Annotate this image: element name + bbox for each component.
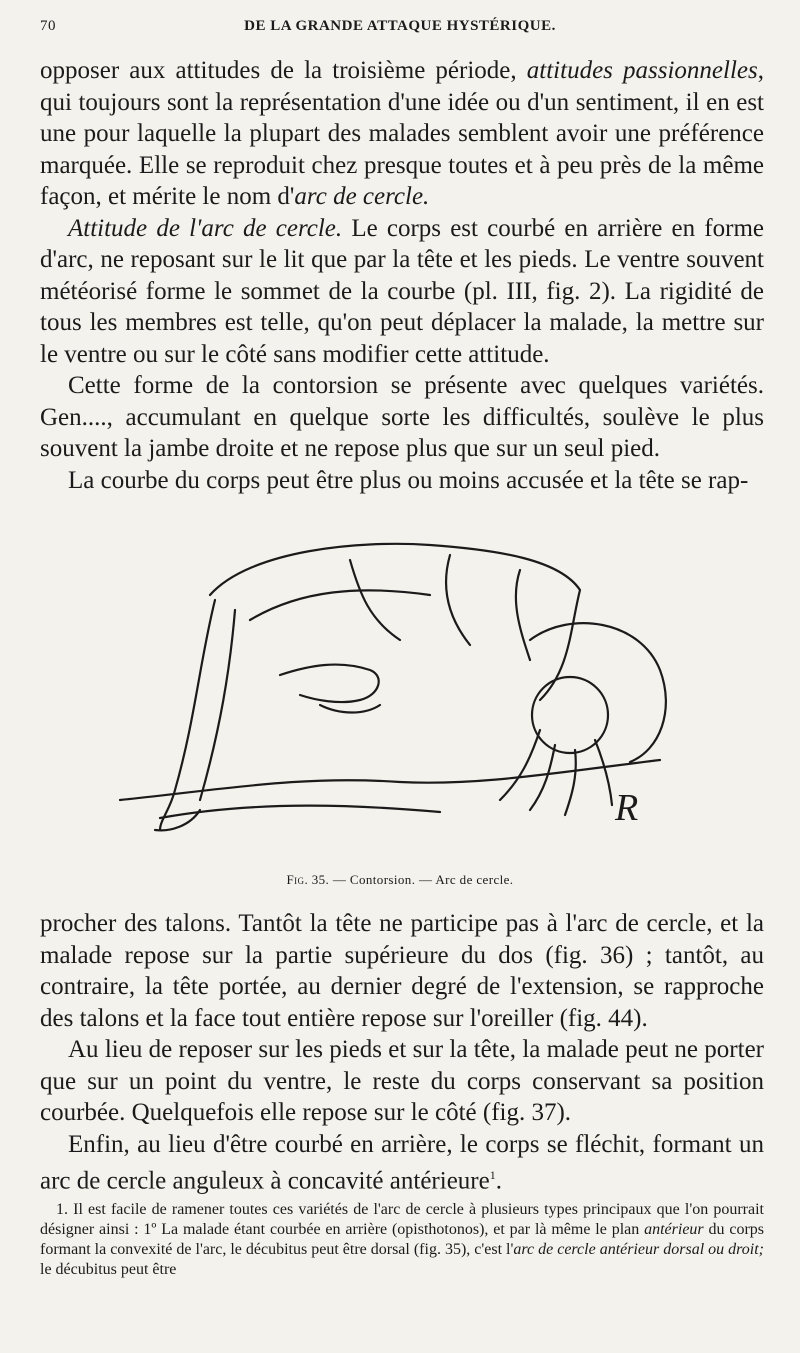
footnote-marker: 1 — [489, 1168, 496, 1182]
paragraph-1: opposer aux attitudes de la troisième période, attitudes passionnelles, qui toujours sont la représentation d'une idée ou d'un sentiment, il en est une pour laquelle la plupart des malades semblent avoir une préférence marquée. Elle se reproduit chez presque toutes et à peu près de la même façon, et mérite le nom d'arc de cercle. — [40, 57, 764, 210]
running-title: DE LA GRANDE ATTAQUE HYSTÉRIQUE. — [244, 18, 556, 34]
paragraph-4: La courbe du corps peut être plus ou moins accusée et la tête se rap- — [68, 466, 749, 494]
caption-text: — Contorsion. — Arc de cercle. — [329, 872, 514, 887]
paragraph-7: Enfin, au lieu d'être courbé en arrière, le corps se fléchit, formant un arc de cercle anguleux à concavité antérieure$^1$. — [40, 1130, 764, 1195]
arm — [280, 665, 379, 703]
page-header — [40, 18, 760, 44]
dress-folds — [250, 590, 430, 620]
dress-outline — [210, 544, 580, 700]
emphasis-attitudes-passionnelles: attitudes passionnelles — [526, 57, 758, 84]
paragraph-2: Attitude de l'arc de cercle. Le corps est courbé en arrière en forme d'arc, ne reposant sur le lit que par la tête et les pieds. Le ventre souvent météorisé forme le sommet de la courbe (pl. III, fig. 2). La rigidité de tous les membres est telle, qu'on peut déplacer la malade, la mettre sur le ventre ou sur le côté sans modifier cette attitude. — [40, 214, 764, 368]
emphasis-arc-de-cercle: arc de cercle. — [294, 183, 430, 210]
figure-label: Fig. 35. — [286, 872, 330, 887]
footnote: 1. Il est facile de ramener toutes ces variétés de l'arc de cercle à plusieurs types principaux que l'on pourrait désigner ainsi : 1º La malade étant courbée en arrière (opisthotonos), et par là même le plan antérieur du corps formant la convexité de l'arc, le décubitus peut être dorsal (fig. 35), c'est l'arc de cercle antérieur dorsal ou droit; le décubitus peut être — [40, 1201, 764, 1278]
paragraph-5: procher des talons. Tantôt la tête ne participe pas à l'arc de cercle, et la malade repose sur la partie supérieure du dos (fig. 36) ; tantôt, au contraire, la tête portée, au dernier degré de l'extension, se rapproche des talons et la face tout entière repose sur l'oreiller (fig. 44). — [40, 910, 764, 1032]
figure-caption — [0, 872, 800, 888]
bed-line-lower — [160, 806, 440, 818]
section-lead-italic: Attitude de l'arc de cercle. — [68, 214, 343, 242]
figure-illustration — [100, 500, 700, 860]
page-number: 70 — [40, 18, 56, 34]
text-block-top — [40, 55, 764, 496]
paragraph-3: Cette forme de la contorsion se présente avec quelques variétés. Gen...., accumulant en quelque sorte les difficultés, soulève le plus souvent la jambe droite et ne repose plus que sur un seul pied. — [40, 372, 764, 462]
text-block-bottom — [40, 908, 764, 1197]
paragraph-6: Au lieu de reposer sur les pieds et sur la tête, la malade peut ne porter que sur un point du ventre, le reste du corps conservant sa position courbée. Quelquefois elle repose sur le côté (fig. 37). — [40, 1036, 764, 1126]
artist-signature: R — [615, 787, 639, 829]
